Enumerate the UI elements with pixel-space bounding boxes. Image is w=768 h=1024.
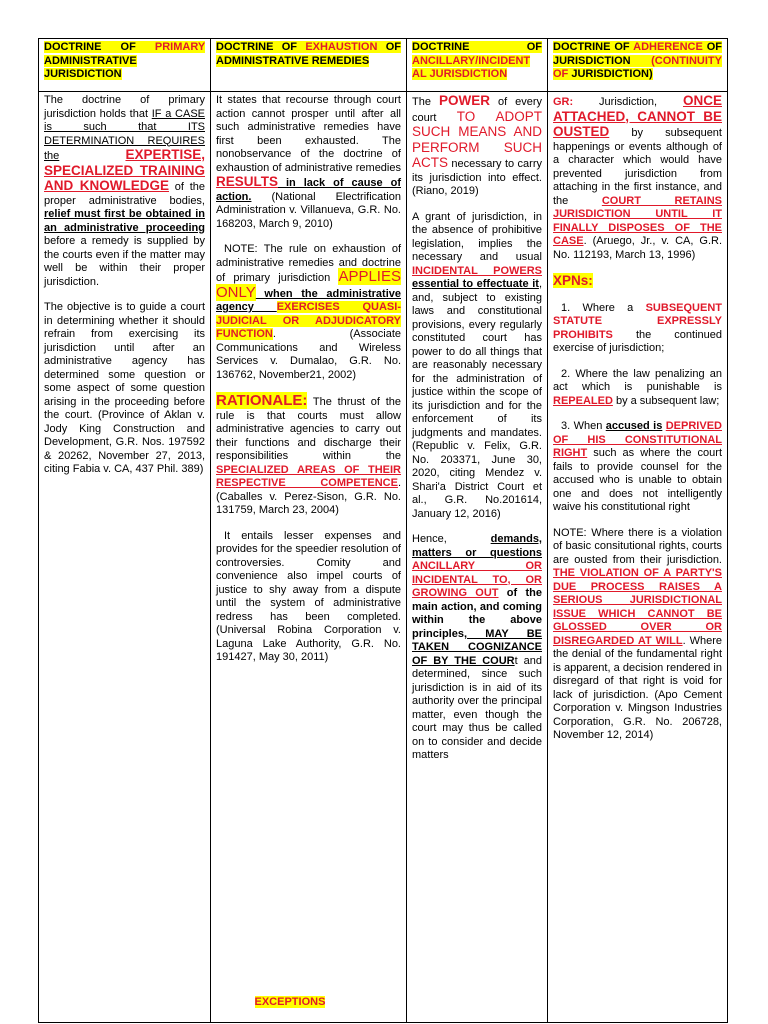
text-run: by a subsequent law; — [612, 394, 720, 407]
header-ancillary — [407, 39, 548, 92]
text-run: DOCTRINE OF — [44, 41, 136, 53]
text-run: . Where the denial of the fundamental right is apparent, a decision rendered in disregard of that right is void for lack of jurisdiction. (Apo Cement Corporation v. Mingson Industries Corporation, G.R. No. 206728, November 12, 2014) — [553, 634, 722, 741]
text-run: THE VIOLATION OF A PARTY'S DUE PROCESS RAISES A SERIOUS JURISDICTIONAL ISSUE WHICH CANNOT BE GLOSSED OVER OR DISREGARDED AT WILL — [553, 567, 722, 647]
exceptions-label — [255, 996, 326, 1010]
body-row — [39, 92, 728, 1023]
header-exhaustion — [211, 39, 407, 92]
exception-item-3 — [553, 420, 722, 515]
text-run: INCIDENTAL POWERS — [412, 264, 542, 277]
text-run: such as where the court fails to provide counsel for the accused who is unable to obtain one and does not intelligently waive his constitutional right — [553, 447, 722, 513]
text-run: accused is — [605, 420, 663, 432]
text-run: demands, matters or questions — [412, 533, 542, 559]
text-run: essential to effectuate it — [412, 278, 539, 290]
text-run: IF a CASE is such that ITS DETERMINATION REQUIRES the — [44, 107, 205, 162]
note-paragraph — [553, 527, 722, 743]
exception-item-1 — [553, 302, 722, 356]
text-run: 3. When — [561, 420, 606, 432]
text-run: DOCTRINE OF — [216, 41, 298, 53]
text-run: ANCILLARY/INCIDENT AL JURISDICTION — [412, 54, 531, 80]
paragraph — [412, 94, 542, 199]
text-run: REPEALED — [553, 394, 613, 407]
paragraph — [553, 94, 722, 262]
text-run: JURISDICTION) — [571, 68, 653, 80]
paragraph — [216, 394, 401, 518]
text-run: before a remedy is supplied by the courts even if the matter may well be within their proper jurisdiction. — [44, 235, 205, 288]
text-run: The doctrine of primary jurisdiction holds that — [44, 94, 205, 120]
paragraph: The objective is to guide a court in determining whether it should refrain from exercising its jurisdiction until after an administrative agency has determined some question or some aspect of some question arising in the proceeding before the court. (Province of Aklan v. Jody King Construction and Development, G.R. Nos. 197592 & 20262, November 27, 2013, citing Fabia v. CA, 437 Phil. 389) — [44, 301, 205, 475]
text-run: of every court — [412, 96, 543, 124]
paragraph: It entails lesser expenses and provides for the speedier resolution of controversies. Comity and convenience also impel courts of justice to shy away from a dispute until the system of administrative redress has been completed. (Universal Robina Corporation v. Laguna Lake Authority, G.R. No. 191427, May 30, 2011) — [216, 529, 401, 663]
text-run: SPECIALIZED AREAS OF THEIR RESPECTIVE COMPETENCE — [216, 463, 401, 489]
text-run: Jurisdiction, — [573, 96, 683, 108]
text-run: (National Electrification Administration v. Villanueva, G.R. No. 168203, March 9, 2010) — [216, 190, 401, 230]
paragraph — [44, 94, 205, 289]
text-run: , and, subject to existing laws and constitutional provisions, every regularly constituted court has power to do all things that are reasonably necessary for the administration of justice within the scope of its jurisdiction and for the enforcement of its judgments and mandates. (Republic v. Felix, G.R. No. 203371, June 30, 2020, citing Mendez v. Shari'a District Court et al., G.R. No.201614, January 12, 2016) — [412, 278, 542, 520]
text-run: 1. Where a — [561, 301, 646, 314]
header-primary-jurisdiction — [39, 39, 211, 92]
header-text — [216, 41, 401, 67]
text-run: GR: — [553, 96, 574, 108]
text-run: APPLIES ONLY — [216, 268, 401, 301]
text-run: ADHERENCE — [633, 41, 703, 53]
paragraph — [216, 243, 401, 382]
text-run: OF ADMINISTRATIVE REMEDIES — [216, 41, 402, 67]
text-run: OF JURISDICTION — [553, 41, 722, 67]
text-run: NOTE: Where there is a violation of basic consitutional rights, courts are ousted from their jurisdiction. — [553, 526, 722, 566]
text-run: EXPERTISE, SPECIALIZED TRAINING AND KNOWLEDGE — [44, 147, 205, 193]
text-run: 2. Where the law penalizing an act which is punishable is — [553, 367, 722, 393]
paragraph — [216, 94, 401, 231]
text-run: necessary to carry its jurisdiction into effect. (Riano, 2019) — [412, 158, 542, 197]
text-run: RATIONALE: — [216, 392, 308, 409]
text-run: EXCEPTIONS — [254, 995, 326, 1008]
text-run: Hence, — [412, 533, 491, 545]
xpns-label — [553, 274, 722, 290]
exhaustion-cell — [211, 92, 407, 1023]
text-run: XPNs: — [553, 273, 593, 288]
header-text — [412, 41, 542, 80]
text-run: NOTE: The rule on exhaustion of administrative remedies and doctrine of primary jurisdiction — [216, 243, 401, 284]
text-run: by subsequent happenings or events although of a character which would have prevented jurisdiction from attaching in the first instance, and the — [553, 127, 722, 207]
paragraph — [412, 533, 542, 763]
text-run: ONCE ATTACHED, CANNOT BE OUSTED — [553, 93, 722, 139]
exception-item-2 — [553, 368, 722, 409]
text-run: (CONTINUITY OF — [553, 54, 722, 80]
text-run: The — [412, 96, 439, 108]
header-text — [553, 41, 722, 80]
text-run: PRIMARY — [154, 41, 205, 53]
paragraph — [412, 211, 542, 522]
text-run: COURT RETAINS JURISDICTION UNTIL IT FINALLY DISPOSES OF THE CASE — [553, 194, 722, 247]
text-run: POWER — [438, 93, 490, 108]
text-run: the continued exercise of jurisdiction; — [553, 328, 722, 354]
ancillary-cell — [407, 92, 548, 1023]
header-row — [39, 39, 728, 92]
text-run: The thrust of the rule is that courts must allow administrative agencies to carry out their functions and discharge their responsibilities within the — [216, 396, 401, 462]
text-run: DOCTRINE OF — [553, 41, 630, 53]
text-run: . (Aruego, Jr., v. CA, G.R. No. 112193, March 13, 1996) — [553, 235, 722, 261]
text-run: MAY BE TAKEN COGNIZANCE OF BY THE COUR — [412, 627, 542, 667]
doctrines-table — [38, 38, 728, 1023]
header-adherence — [548, 39, 728, 92]
text-run: . (Associate Communications and Wireless Services v. Dumalao, G.R. No. 136762, November21, 2002) — [216, 328, 401, 381]
text-run: of the proper administrative bodies, — [44, 181, 206, 207]
primary-jurisdiction-cell — [39, 92, 211, 1023]
text-run: A grant of jurisdiction, in the absence of prohibitive legislation, implies the necessary and usual — [412, 210, 542, 263]
text-run: . (Caballes v. Perez-Sison, G.R. No. 131759, March 23, 2004) — [216, 477, 401, 516]
text-run: when the administrative agency — [216, 287, 401, 313]
text-run: SUBSEQUENT STATUTE EXPRESSLY PROHIBITS — [553, 301, 722, 341]
text-run: EXERCISES QUASI-JUDICIAL OR ADJUDICATORY FUNCTION — [216, 301, 401, 340]
text-run: EXHAUSTION — [305, 41, 378, 53]
text-run: relief must first be obtained in an administrative proceeding — [44, 208, 205, 234]
text-run: DEPRIVED OF HIS CONSTITUTIONAL RIGHT — [553, 420, 722, 459]
header-text — [44, 41, 205, 80]
text-run: DOCTRINE OF — [412, 41, 542, 53]
text-run: ANCILLARY OR INCIDENTAL TO, OR GROWING OUT — [412, 560, 542, 599]
text-run: It states that recourse through court action cannot prosper until after all such administrative remedies have first been exhausted. The nonobservance of the doctrine of exhaustion of administrative remedies — [216, 94, 401, 174]
text-run: RESULTS — [216, 174, 279, 189]
text-run: of the main action, and coming within the above principles, — [412, 587, 542, 640]
text-run: t and determined, since such jurisdiction is in aid of its authority over the principal matter, even though the court may thus be called on to consider and decide matters — [412, 654, 542, 761]
text-run: TO ADOPT SUCH MEANS AND PERFORM SUCH ACTS — [412, 108, 542, 170]
adherence-cell — [548, 92, 728, 1023]
text-run: ADMINISTRATIVE JURISDICTION — [44, 54, 137, 80]
text-run: in lack of cause of action. — [216, 177, 401, 203]
